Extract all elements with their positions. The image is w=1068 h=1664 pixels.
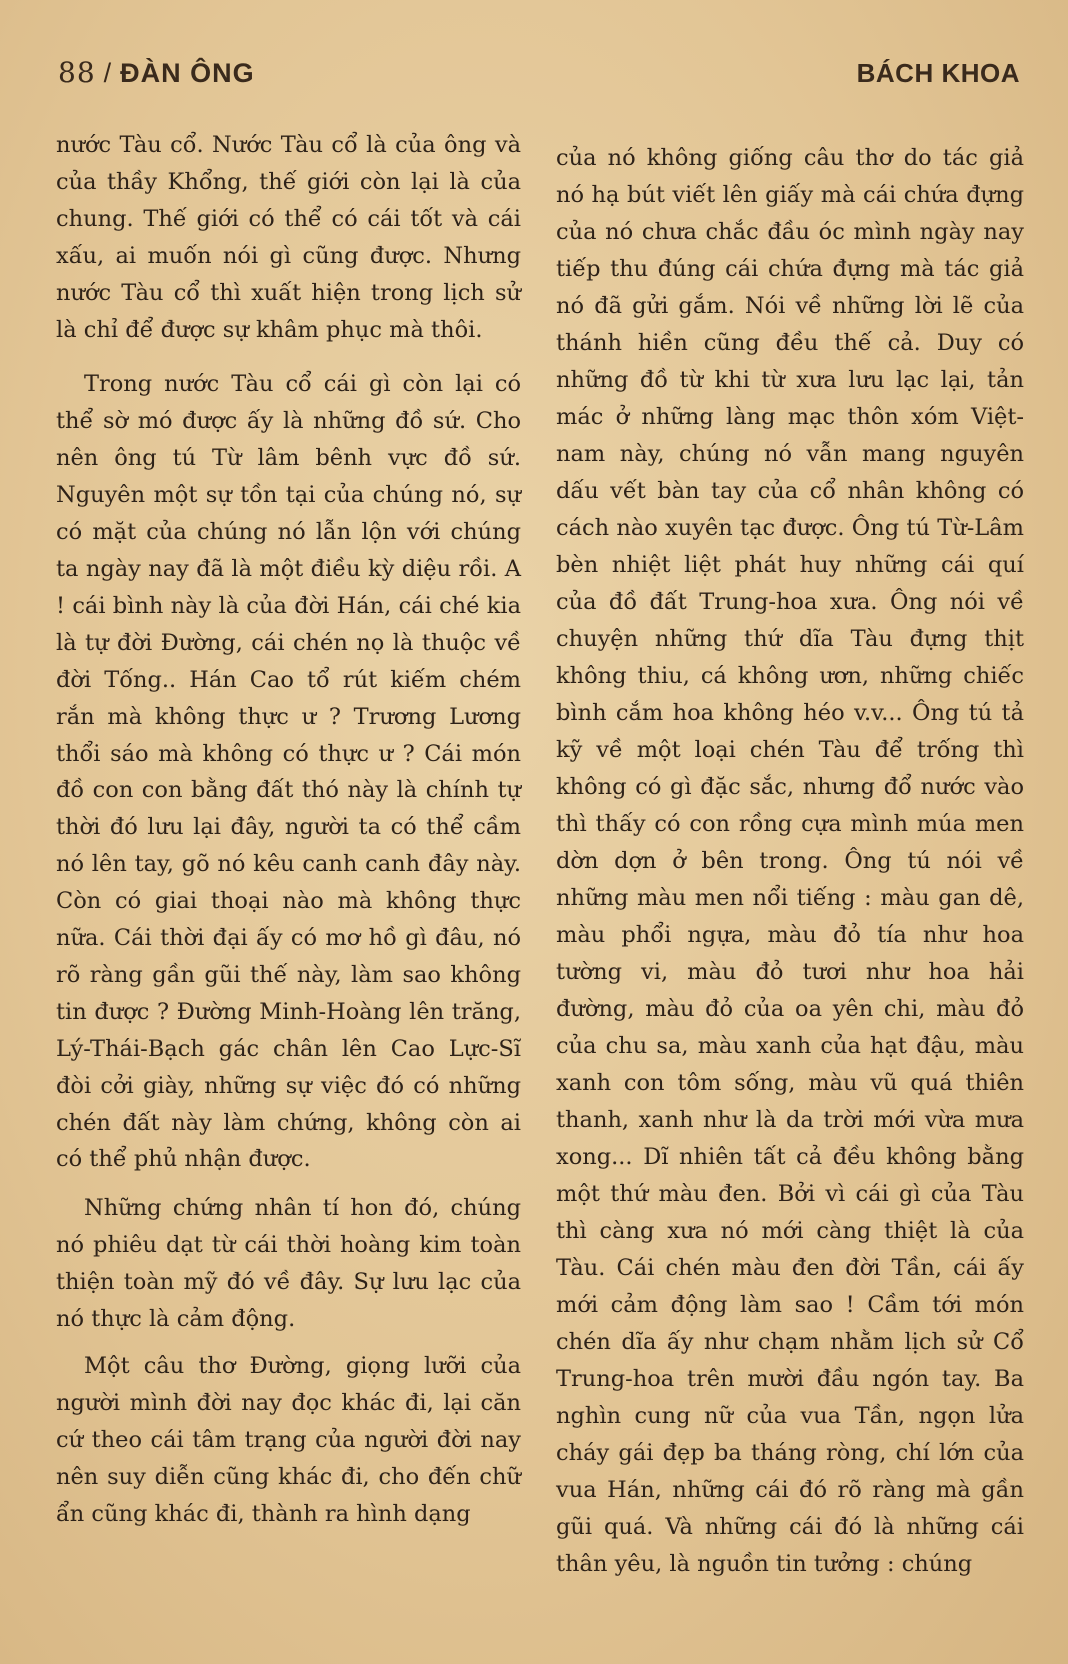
left-column: [56, 127, 521, 1533]
header-separator: /: [103, 58, 113, 88]
left-paragraph-3: Những chứng nhân tí hon đó, chúng nó phiêu dạt từ cái thời hoàng kim toàn thiện toàn mỹ đó về đây. Sự lưu lạc của nó thực là cảm động.: [56, 1195, 521, 1333]
page-header: [58, 56, 1020, 96]
left-paragraph-4: Một câu thơ Đường, giọng lưỡi của người mình đời nay đọc khác đi, lại căn cứ theo cái tâm trạng của người đời nay nên suy diễn cũng khác đi, cho đến chữ ẩn cũng khác đi, thành ra hình dạng: [56, 1353, 521, 1527]
page-number: 88: [58, 56, 96, 89]
left-paragraph-2: Trong nước Tàu cổ cái gì còn lại có thể sờ mó được ấy là những đồ sứ. Cho nên ông tú Từ lâm bênh vực đồ sứ. Nguyên một sự tồn tại của chúng nó, sự có mặt của chúng nó lẫn lộn với chúng ta ngày nay đã là một điều kỳ diệu rồi. A ! cái bình này là của đời Hán, cái ché kia là tự đời Đường, cái chén nọ là thuộc về đời Tống.. Hán Cao tổ rút kiếm chém rắn mà không thực ư ? Trương Lương thổi sáo mà không có thực ư ? Cái món đồ con con bằng đất thó này là chính tự thời đó lưu lại đây, người ta có thể cầm nó lên tay, gõ nó kêu canh canh đây này. Còn có giai thoại nào mà không thực nữa. Cái thời đại ấy có mơ hồ gì đâu, nó rõ ràng gần gũi thế này, làm sao không tin được ? Đường Minh-Hoàng lên trăng, Lý-Thái-Bạch gác chân lên Cao Lực-Sĩ đòi cởi giày, những sự việc đó có những chén đất này làm chứng, không còn ai có thể phủ nhận được.: [56, 371, 521, 1173]
header-left: [58, 56, 255, 89]
section-title: ĐÀN ÔNG: [120, 58, 255, 88]
right-paragraph-1: của nó không giống câu thơ do tác giả nó hạ bút viết lên giấy mà cái chứa đựng của nó chưa chắc đầu óc mình ngày nay tiếp thu đúng cái chứa đựng mà tác giả nó đã gửi gắm. Nói về những lời lẽ của thánh hiền cũng đều thế cả. Duy có những đồ từ khi từ xưa lưu lạc lại, tản mác ở những làng mạc thôn xóm Việt-nam này, chúng nó vẫn mang nguyên dấu vết bàn tay của cổ nhân không có cách nào xuyên tạc được. Ông tú Từ-Lâm bèn nhiệt liệt phát huy những cái quí của đồ đất Trung-hoa xưa. Ông nói về chuyện những thứ dĩa Tàu đựng thịt không thiu, cá không ươn, những chiếc bình cắm hoa không héo v.v... Ông tú tả kỹ về một loại chén Tàu để trống thì không có gì đặc sắc, nhưng đổ nước vào thì thấy có con rồng cựa mình múa men dờn dợn ở bên trong. Ông tú nói về những màu men nổi tiếng : màu gan dê, màu phổi ngựa, màu đỏ tía như hoa tường vi, màu đỏ tươi như hoa hải đường, màu đỏ của oa yên chi, màu đỏ của chu sa, màu xanh của hạt đậu, màu xanh con tôm sống, màu vũ quá thiên thanh, xanh như là da trời mới vừa mưa xong... Dĩ nhiên tất cả đều không bằng một thứ màu đen. Bởi vì cái gì của Tàu thì càng xưa nó mới càng thiệt là của Tàu. Cái chén màu đen đời Tần, cái ấy mới cảm động làm sao ! Cầm tới món chén dĩa ấy như chạm nhằm lịch sử Cổ Trung-hoa trên mười đầu ngón tay. Ba nghìn cung nữ của vua Tần, ngọn lửa cháy gái đẹp ba tháng ròng, chí lớn của vua Hán, những cái đó rõ ràng mà gần gũi quá. Và những cái đó là những cái thân yêu, là nguồn tin tưởng : chúng: [556, 145, 1024, 1577]
left-paragraph-1: nước Tàu cổ. Nước Tàu cổ là của ông và của thầy Khổng, thế giới còn lại là của chung. Thế giới có thể có cái tốt và cái xấu, ai muốn nói gì cũng được. Nhưng nước Tàu cổ thì xuất hiện trong lịch sử là chỉ để được sự khâm phục mà thôi.: [56, 132, 521, 343]
right-column: [556, 140, 1024, 1583]
magazine-title: BÁCH KHOA: [856, 58, 1020, 88]
